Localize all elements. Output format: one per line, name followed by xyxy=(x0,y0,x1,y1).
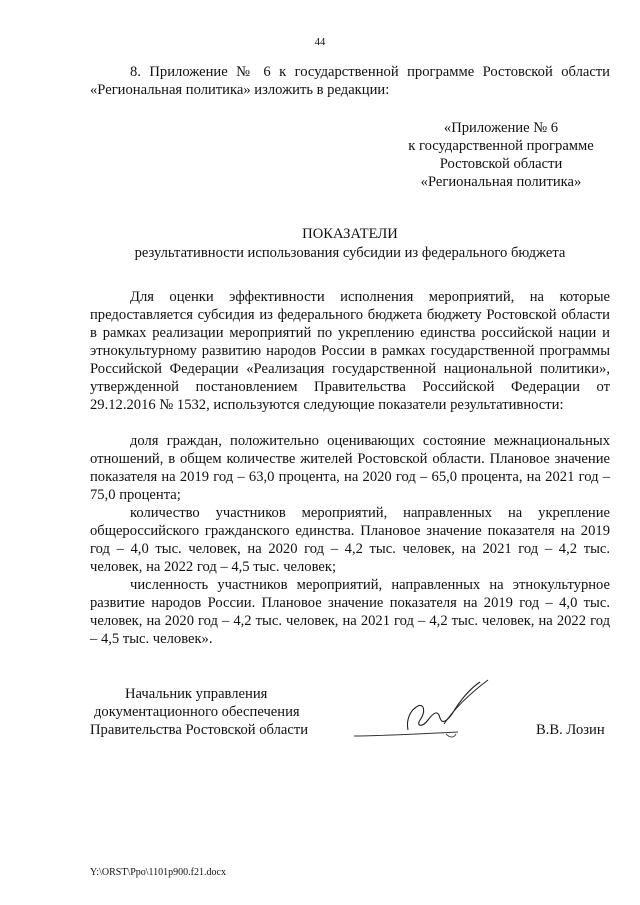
file-path-footer: Y:\ORST\Ppo\1101p900.f21.docx xyxy=(90,867,226,878)
document-title: ПОКАЗАТЕЛИ xyxy=(302,226,398,242)
appendix-header xyxy=(392,119,610,191)
appendix-line: Ростовской области xyxy=(439,156,563,172)
intro-paragraph: 8. Приложение № 6 к государственной программе Ростовской области «Региональная политика» изложить в редакции: xyxy=(90,64,610,98)
page-number: 44 xyxy=(314,37,326,48)
appendix-line: к государственной программе xyxy=(408,138,594,154)
body-paragraph: количество участников мероприятий, направленных на укрепление общероссийского гражданского единства. Плановое значение показателя на 2019 год – 4,0 тыс. человек, на 2020 год – 4,2 тыс. человек, на 2021 год – 4,2 тыс. человек, на 2022 год – 4,5 тыс. человек; xyxy=(90,505,610,575)
signatory-position xyxy=(90,685,350,739)
signatory-name: В.В. Лозин xyxy=(536,722,605,738)
body-paragraph: Для оценки эффективности исполнения мероприятий, на которые предоставляется субсидия из федерального бюджета бюджету Ростовской области в рамках реализации мероприятий по укреплению единства российской нации и этнокультурному развитию народов России в рамках государственной программы Российской Федерации «Реализация государственной национальной политики», утвержденной постановлением Правительства Российской Федерации от 29.12.2016 № 1532, используются следующие показатели результативности: xyxy=(90,289,610,413)
appendix-line: «Приложение № 6 xyxy=(443,120,559,136)
appendix-line: «Региональная политика» xyxy=(420,174,582,190)
body-paragraph: численность участников мероприятий, направленных на этнокультурное развитие народов России. Плановое значение показателя на 2019 год – 4,0 тыс. человек, на 2020 год – 4,2 тыс. человек, на 2021 год – 4,2 тыс. человек, на 2022 год – 4,5 тыс. человек». xyxy=(90,577,610,647)
position-line: Правительства Ростовской области xyxy=(90,722,309,738)
position-line: документационного обеспечения xyxy=(94,704,300,720)
handwritten-signature xyxy=(348,676,498,748)
document-subtitle: результативности использования субсидии из федерального бюджета xyxy=(134,245,566,261)
position-line: Начальник управления xyxy=(125,686,268,702)
body-paragraph: доля граждан, положительно оценивающих состояние межнациональных отношений, в общем количестве жителей Ростовской области. Плановое значение показателя на 2019 год – 63,0 процента, на 2020 год – 65,0 процента, на 2021 год – 75,0 процента; xyxy=(90,433,610,503)
